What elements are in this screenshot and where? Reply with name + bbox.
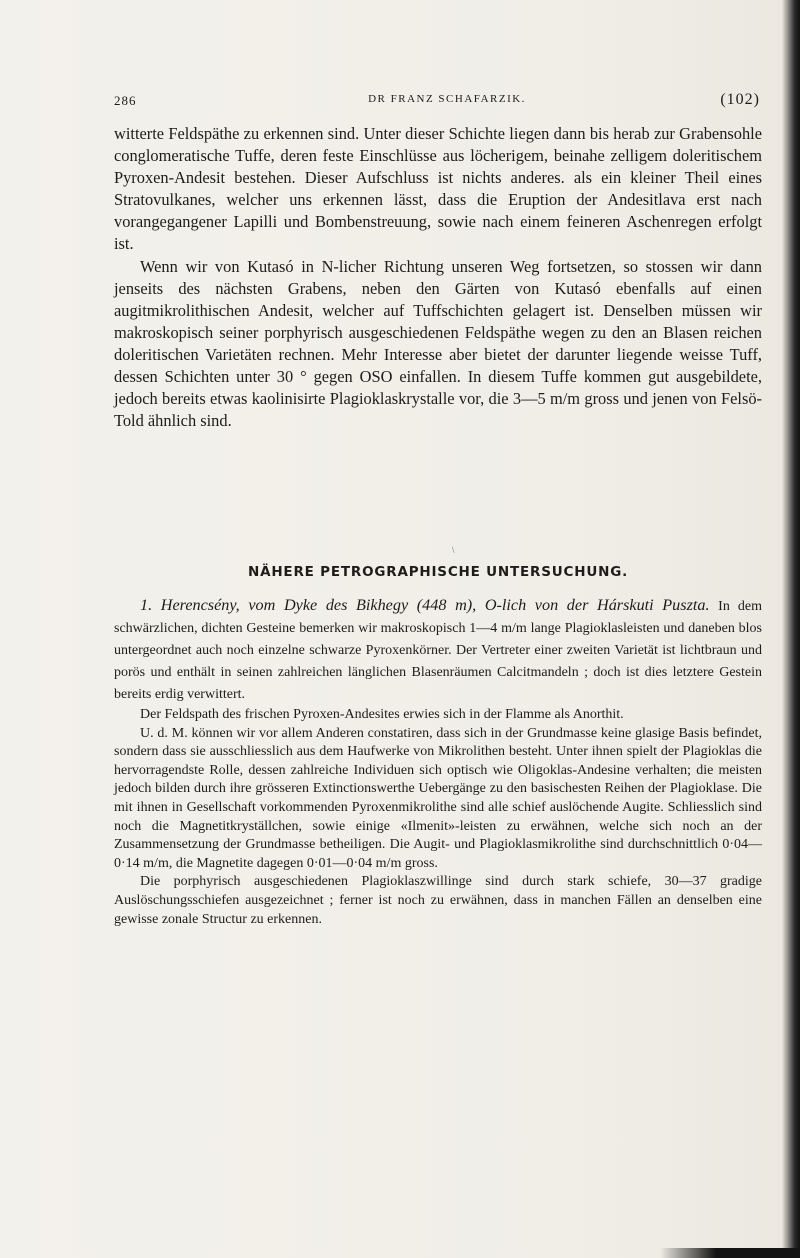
subsection-title: 1. Herencsény, vom Dyke des Bikhegy (448 m), O-lich von der Hárskuti Puszta.	[140, 596, 710, 614]
paragraph-kutaso: Wenn wir von Kutasó in N-licher Richtung unseren Weg fortsetzen, so stossen wir dann jenseits des nächsten Grabens, neben den Gärten von Kutasó ebenfalls auf einen augitmikrolithischen Andesit, welcher auf Tuffschichten gelagert ist. Denselben müssen wir makroskopisch seiner porphyrisch ausgeschiedenen Feldspäthe wegen zu den an Blasen reichen doleritischen Varietäten rechnen. Mehr Interesse aber bietet der darunter liegende weisse Tuff, dessen Schichten unter 30 ° gegen OSO einfallen. In diesem Tuffe kommen gut ausgebildete, jedoch bereits etwas kaolinisirte Plagioklaskrystalle vor, die 3—5 m/m gross und jenen von Felsö-Told ähnlich sind.	[114, 256, 762, 431]
running-title: DR FRANZ SCHAFARZIK.	[368, 93, 526, 105]
subsection-paragraph	[114, 595, 762, 705]
section-heading: NÄHERE PETROGRAPHISCHE UNTERSUCHUNG.	[247, 564, 629, 580]
paragraph-porphyrisch: Die porphyrisch ausgeschiedenen Plagioklaszwillinge sind durch stark schiefe, 30—37 gradige Auslöschungsschiefen ausgezeichnet ; ferner ist noch zu erwähnen, dass in manchen Fällen an denselben eine gewisse zonale Structur zu erkennen.	[114, 874, 762, 927]
paragraph-feldspath: Der Feldspath des frischen Pyroxen-Andesites erwies sich in der Flamme als Anorthit.	[140, 707, 624, 722]
top-text-block	[114, 123, 762, 432]
paragraph-microscope: U. d. M. können wir vor allem Anderen constatiren, dass sich in der Grundmasse keine glasige Basis befindet, sondern dass sie ausschliesslich aus dem Haufwerke von Mikrolithen besteht. Unter ihnen spielt der Plagioklas die hervorragendste Rolle, dessen zahlreiche Individuen sich optisch wie Oligoklas-Andesine verhalten; die meisten jedoch bilden durch ihre grösseren Extinctionswerthe Uebergänge zu den basischesten Reihen der Plagioklase. Die mit ihnen in Gesellschaft vorkommenden Pyroxenmikrolithe sind alle schief auslöchende Augite. Schliesslich sind noch die Magnetitkryställchen, sowie einige «Ilmenit»-leisten zu erwähnen, welche sich noch an der Zusammensetzung der Grundmasse betheiligen. Die Augit- und Plagioklasmikrolithe sind durchschnittlich 0·04—0·14 m/m, die Magnetite dagegen 0·01—0·04 m/m gross.	[114, 725, 762, 871]
page-corner-shadow	[660, 1248, 800, 1258]
page-header	[114, 93, 760, 115]
page-number: 286	[114, 93, 137, 108]
bottom-text-block	[114, 595, 762, 929]
page-edge-shadow	[782, 0, 800, 1258]
stray-mark: \	[452, 545, 455, 555]
subsection-text: In dem schwärzlichen, dichten Gesteine bemerken wir makroskopisch 1—4 m/m lange Plagioklasleisten und daneben blos untergeordnet auch noch einzelne schwarze Pyroxenkörner. Der Vertreter einer zweiten Varietät ist lichtbraun und porös und enthält in seinen zahlreichen länglichen Blasenräumen Calcitmandeln ; doch ist dies letztere Gestein bereits erdig verwittert.	[114, 599, 763, 702]
section-number: (102)	[720, 91, 760, 108]
paragraph-continued: witterte Feldspäthe zu erkennen sind. Unter dieser Schichte liegen dann bis herab zur Grabensohle conglomeratische Tuffe, deren feste Einschlüsse aus löcherigem, beinahe zelligem doleritischem Pyroxen-Andesit bestehen. Dieser Aufschluss ist nichts anderes. als ein kleiner Theil eines Stratovulkanes, welcher uns erkennen lässt, dass die Eruption der Andesitlava erst nach vorangegangener Lapilli und Bombenstreuung, sowie nach einem feineren Aschenregen erfolgt ist.	[114, 124, 762, 254]
